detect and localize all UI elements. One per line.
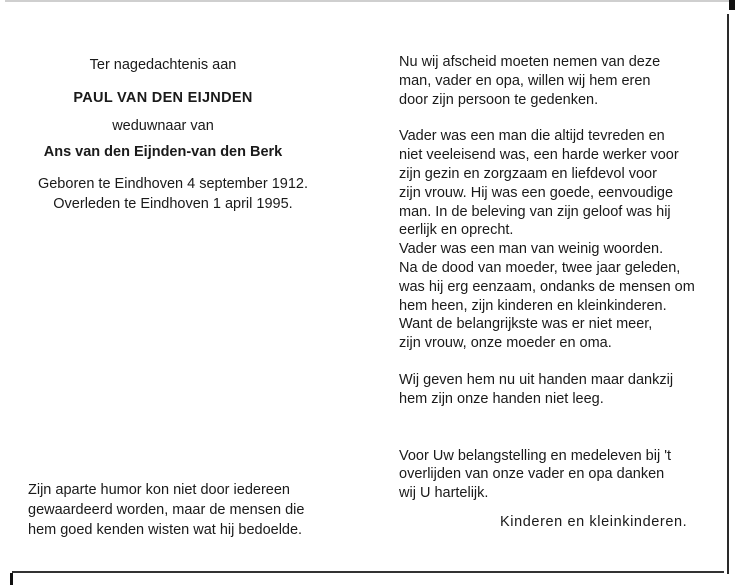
text-line: Nu wij afscheid moeten nemen van deze — [399, 54, 661, 70]
text-line: Na de dood van moeder, twee jaar geleden, — [399, 259, 681, 276]
humor-line: hem goed kenden wisten wat hij bedoelde. — [28, 522, 303, 538]
death-text: Overleden te Eindhoven 1 april 1995. — [53, 196, 293, 212]
text-line: man, vader en opa, willen wij hem eren — [399, 72, 651, 89]
humor-line: gewaardeerd worden, maar de mensen die — [28, 502, 305, 518]
text-line: Wij geven hem nu uit handen maar dankzij — [399, 371, 674, 388]
text-line: man. In de beleving van zijn geloof was hij — [399, 203, 671, 220]
signature-text: Kinderen en kleinkinderen. — [500, 514, 688, 530]
text-line: zijn gezin en zorgzaam en liefdevol voor — [399, 165, 657, 182]
text-line: hem heen, zijn kinderen en kleinkinderen. — [399, 297, 667, 314]
deceased-name: PAUL VAN DEN EIJNDEN — [73, 90, 253, 106]
right-border-line — [727, 14, 729, 574]
humor-paragraph — [28, 480, 338, 540]
text-line: Vader was een man van weinig woorden. — [399, 241, 664, 258]
spouse-name: Ans van den Eijnden-van den Berk — [43, 144, 283, 160]
birth-text: Geboren te Eindhoven 4 september 1912. — [37, 176, 309, 192]
text-line: hem zijn onze handen niet leeg. — [399, 390, 604, 407]
text-line: Voor Uw belangstelling en medeleven bij 't — [399, 447, 671, 464]
text-line: eerlijk en oprecht. — [399, 222, 514, 239]
intro-text: Ter nagedachtenis aan — [89, 57, 237, 73]
bottom-border-line — [12, 571, 724, 573]
thanks-paragraph — [399, 447, 691, 503]
left-column — [28, 55, 328, 214]
text-line: was hij erg eenzaam, ondanks de mensen om — [399, 278, 695, 295]
bottom-tick-mark — [10, 573, 13, 585]
text-line: zijn vrouw. Hij was een goede, eenvoudige — [399, 184, 674, 201]
text-line: Vader was een man die altijd tevreden en — [399, 128, 665, 145]
text-line: Want de belangrijkste was er niet meer, — [399, 316, 653, 333]
hands-paragraph — [399, 371, 691, 409]
top-edge — [5, 0, 729, 2]
text-line: overlijden van onze vader en opa danken — [399, 466, 665, 483]
relation-text: weduwnaar van — [112, 118, 214, 134]
humor-line: Zijn aparte humor kon niet door iedereen — [28, 482, 290, 498]
character-paragraph — [399, 127, 695, 353]
text-line: wij U hartelijk. — [399, 485, 489, 502]
text-line: niet veeleisend was, een harde werker voor — [399, 147, 679, 164]
corner-mark — [729, 0, 735, 10]
farewell-paragraph — [399, 53, 691, 109]
text-line: door zijn persoon te gedenken. — [399, 91, 599, 108]
right-column — [399, 53, 695, 503]
text-line: zijn vrouw, onze moeder en oma. — [399, 335, 612, 352]
